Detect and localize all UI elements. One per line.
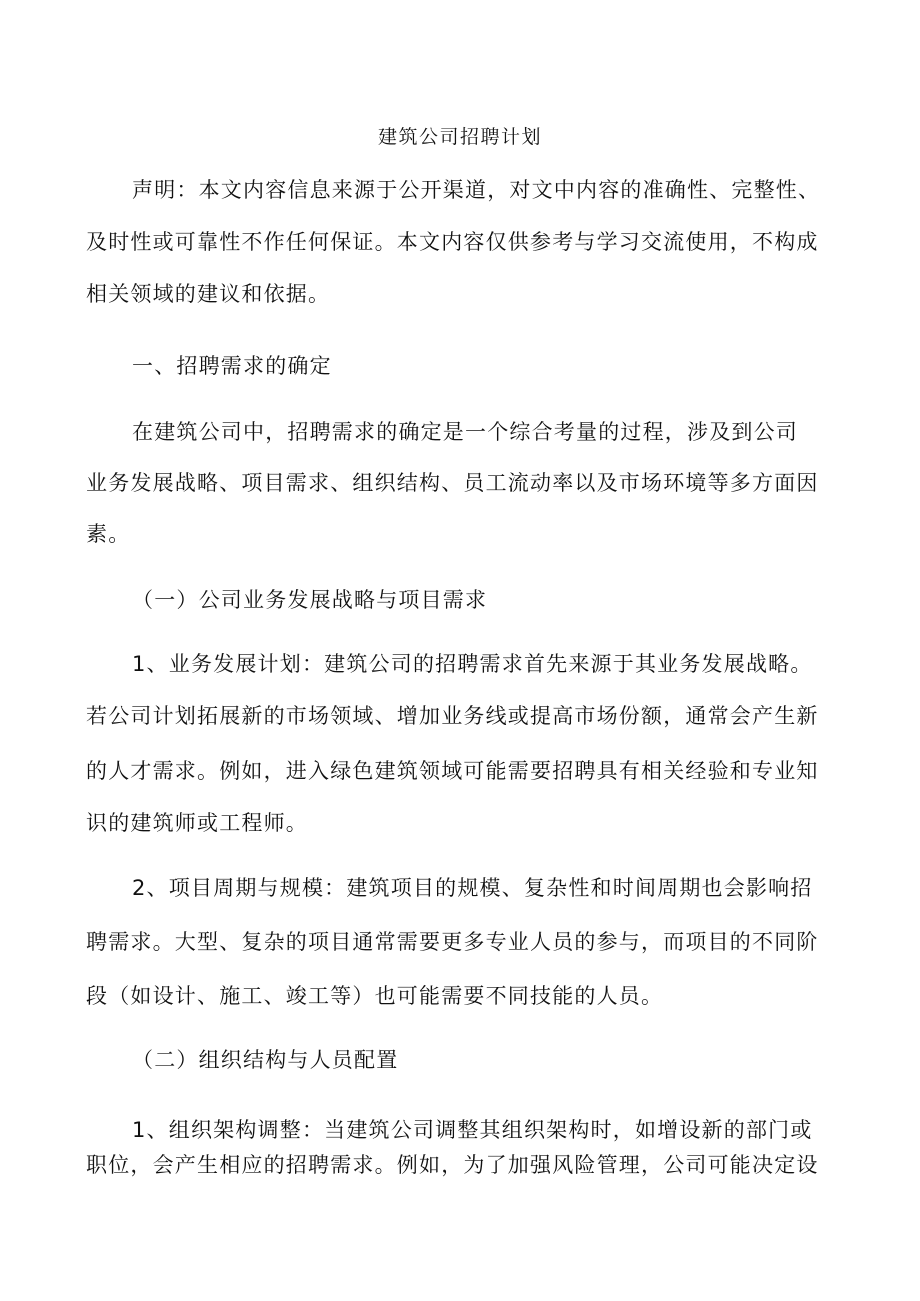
subsection-heading-2: （二）组织结构与人员配置 xyxy=(132,1048,399,1072)
section-heading-1: 一、招聘需求的确定 xyxy=(132,354,332,378)
item1-line-3: 的人才需求。例如，进入绿色建筑领域可能需要招聘具有相关经验和专业知 xyxy=(86,759,819,783)
document-title: 建筑公司招聘计划 xyxy=(377,126,542,148)
disclaimer-line-1: 声明：本文内容信息来源于公开渠道，对文中内容的准确性、完整性、 xyxy=(132,178,821,202)
item2-line-2: 聘需求。大型、复杂的项目通常需要更多专业人员的参与，而项目的不同阶 xyxy=(86,930,819,954)
item3-line-2: 职位，会产生相应的招聘需求。例如，为了加强风险管理，公司可能决定设 xyxy=(86,1153,819,1177)
disclaimer-line-3: 相关领域的建议和依据。 xyxy=(86,282,331,306)
item1-line-4: 识的建筑师或工程师。 xyxy=(86,811,308,835)
section1-intro-line-2: 业务发展战略、项目需求、组织结构、员工流动率以及市场环境等多方面因 xyxy=(86,471,819,495)
item1-line-2: 若公司计划拓展新的市场领域、增加业务线或提高市场份额，通常会产生新 xyxy=(86,704,819,728)
subsection-heading-1: （一）公司业务发展战略与项目需求 xyxy=(132,588,488,612)
item2-line-3: 段（如设计、施工、竣工等）也可能需要不同技能的人员。 xyxy=(86,984,664,1008)
section1-intro-line-3: 素。 xyxy=(86,522,131,546)
disclaimer-line-2: 及时性或可靠性不作任何保证。本文内容仅供参考与学习交流使用，不构成 xyxy=(86,230,819,254)
item1-line-1: 1、业务发展计划：建筑公司的招聘需求首先来源于其业务发展战略。 xyxy=(132,652,813,676)
item3-line-1: 1、组织架构调整：当建筑公司调整其组织架构时，如增设新的部门或 xyxy=(132,1118,813,1142)
section1-intro-line-1: 在建筑公司中，招聘需求的确定是一个综合考量的过程，涉及到公司 xyxy=(132,420,798,444)
item2-line-1: 2、项目周期与规模：建筑项目的规模、复杂性和时间周期也会影响招 xyxy=(132,876,813,900)
